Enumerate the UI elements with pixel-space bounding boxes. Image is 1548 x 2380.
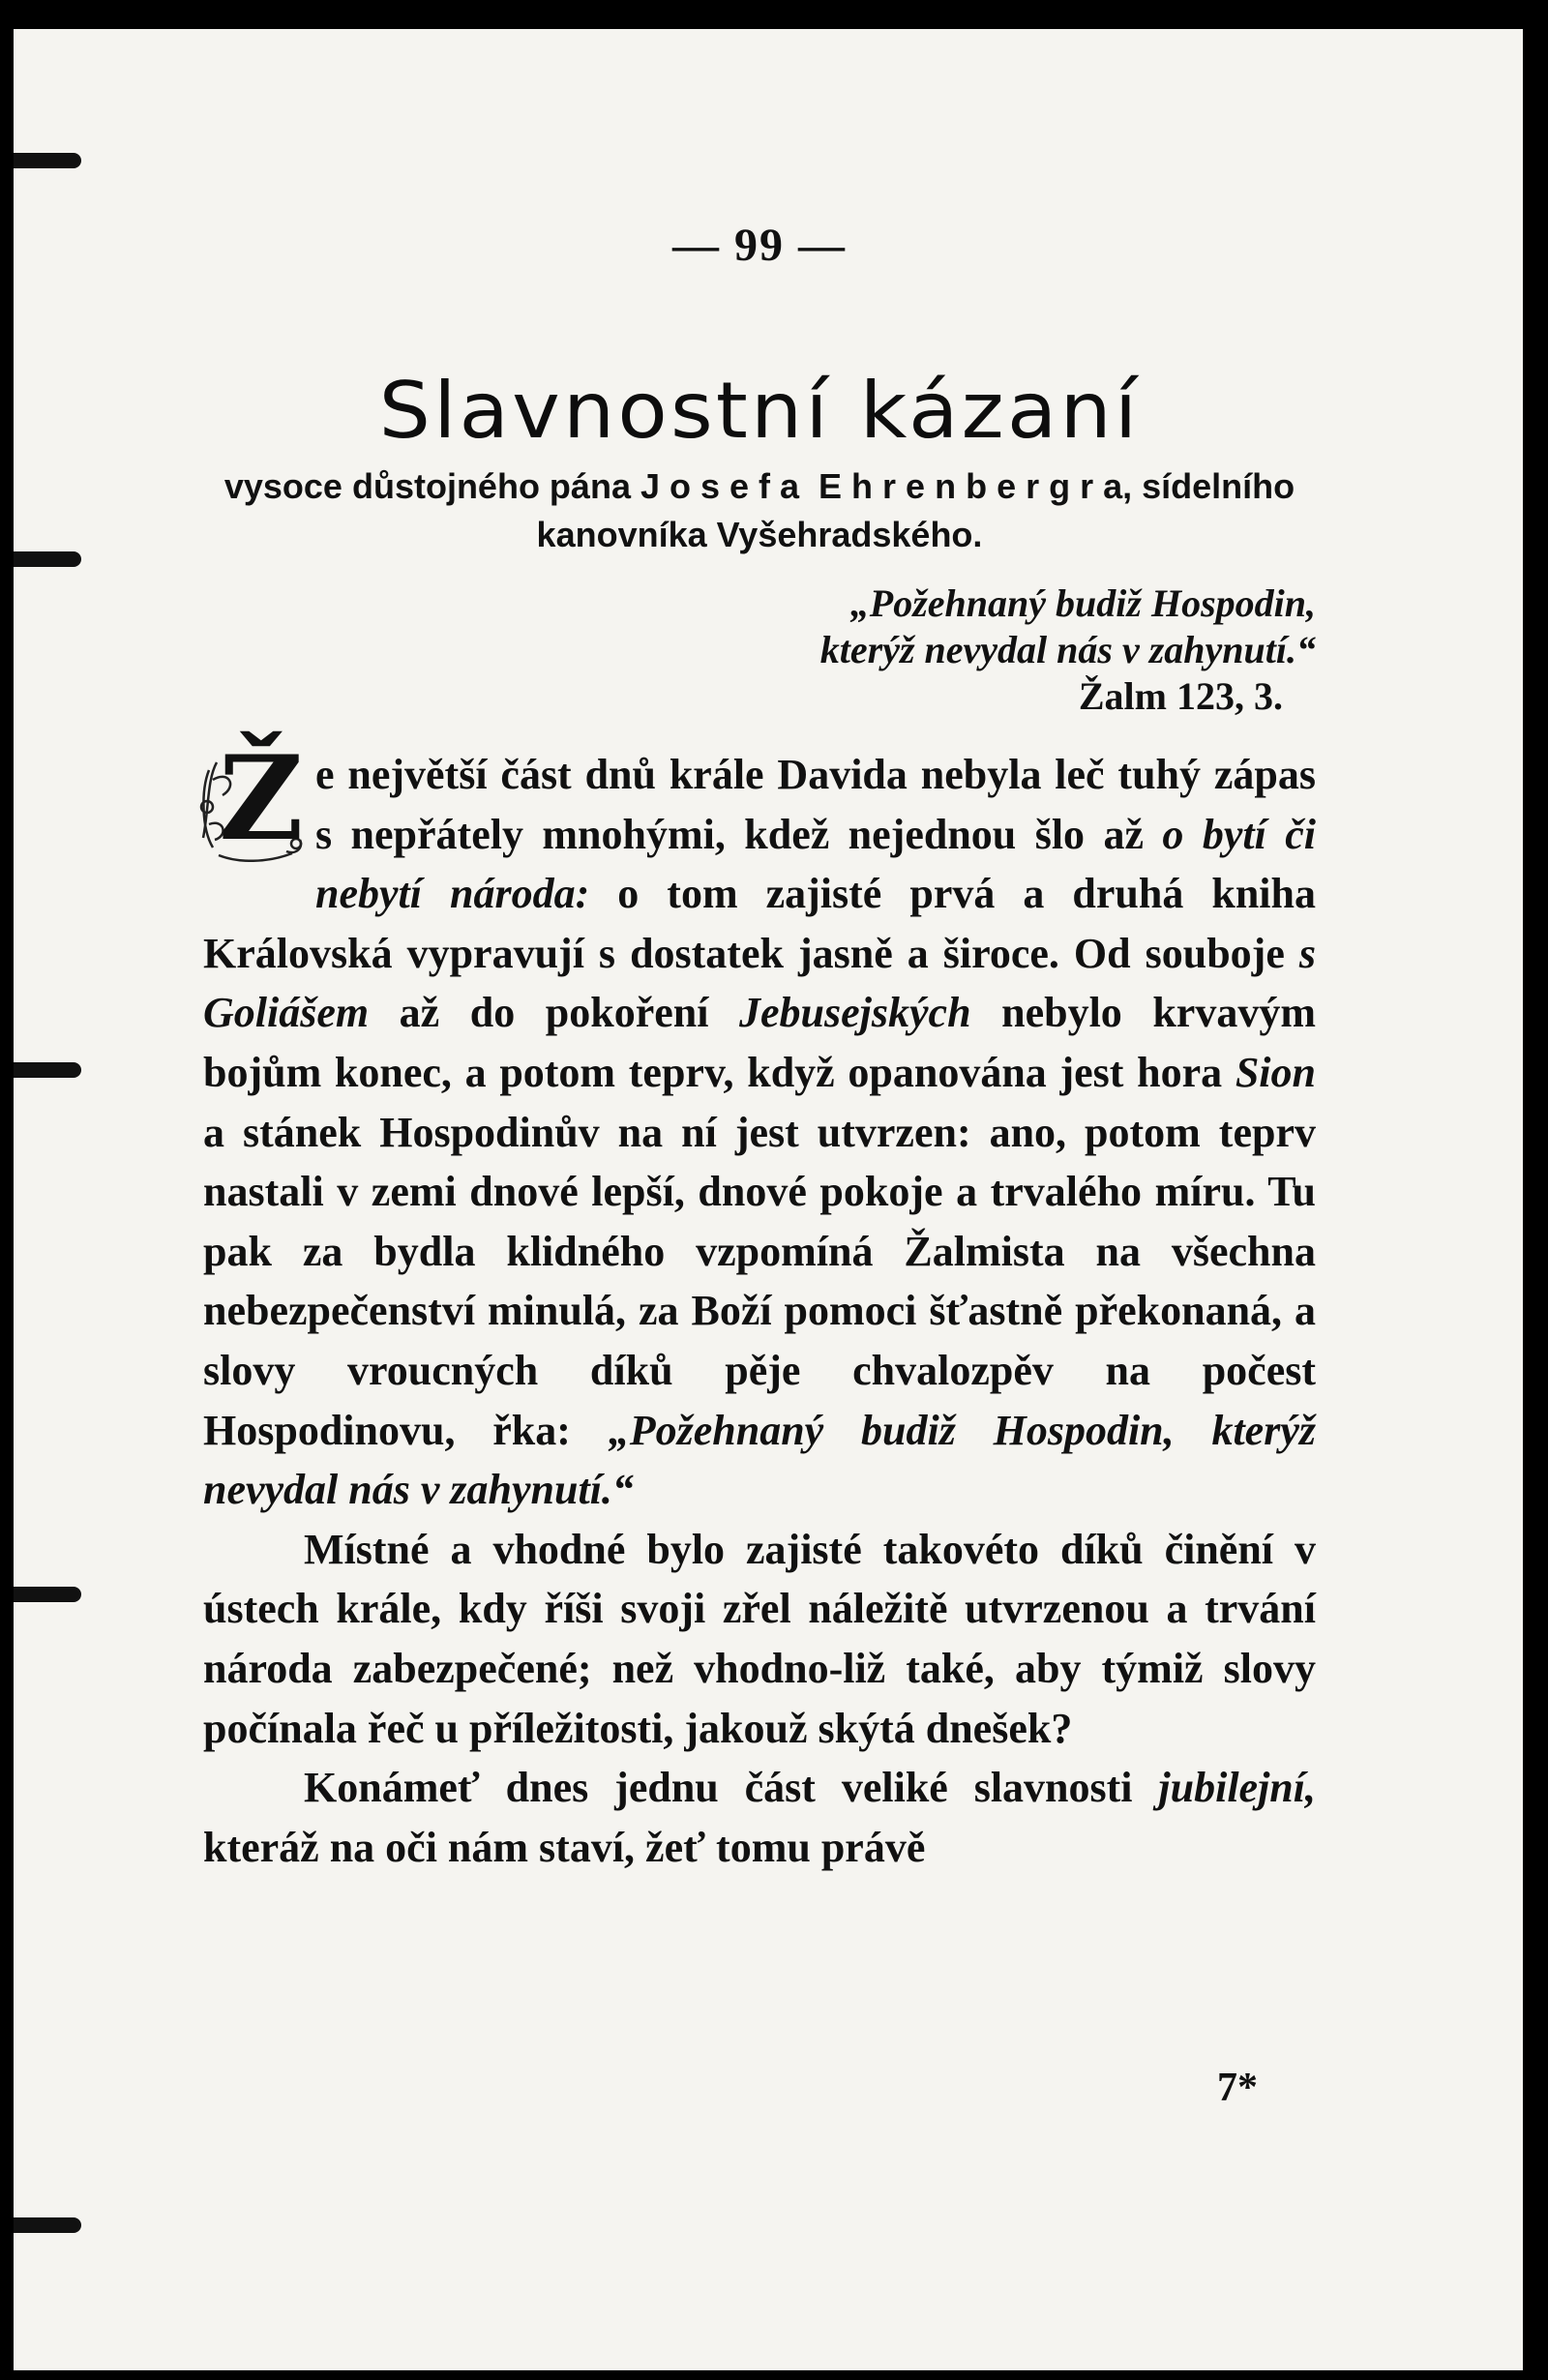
- italic-run: Jebusejských: [739, 989, 971, 1037]
- ornamental-initial-icon: [199, 730, 308, 867]
- sermon-subtitle: [203, 462, 1316, 559]
- italic-run: s Goliášem: [203, 929, 1316, 1037]
- sermon-body: [203, 730, 1316, 1877]
- page-number: — 99 —: [672, 220, 847, 271]
- italic-run: „Požehnaný budiž Hospodin, kterýž nevydal nás v zahynutí.“: [203, 1406, 1316, 1514]
- epigraph: [639, 580, 1316, 720]
- italic-run: Sion: [1235, 1048, 1316, 1096]
- initial-letter: Ž: [219, 730, 304, 867]
- text-run: a stánek Hospodinův na ní jest utvrzen: ano, potom teprv nastali v zemi dnové lepší, dnové pokoje a trvalého míru. Tu pak za bydla klidného vzpomíná Žalmista na všechna nebezpečenství minulá, za Boží pomoci šťastně překonaná, a slovy vroucných díků pěje chvalozpěv na počest Hospodinovu, řka:: [203, 1108, 1316, 1454]
- text-run: kteráž na oči nám staví, žeť tomu právě: [203, 1823, 926, 1871]
- text-run: o tom zajisté prvá a druhá kniha Královská vypravují s dostatek jasně a široce. Od souboje: [203, 870, 1316, 977]
- subtitle-line-1: vysoce důstojného pána J o s e f a E h r e n b e r g r a, sídelního: [223, 466, 1295, 506]
- text-run: e největší část dnů krále Davida nebyla leč tuhý zápas s nepřátely mnohými, kdež nejednou šlo až: [315, 751, 1316, 858]
- binding-stitch: [14, 2217, 81, 2233]
- binding-stitch: [14, 551, 81, 567]
- epigraph-reference: Žalm 123, 3.: [1078, 674, 1283, 718]
- sermon-title: Slavnostní kázaní: [378, 366, 1141, 456]
- book-page: [14, 29, 1523, 2370]
- paragraph-2: Místné a vhodné bylo zajisté takovéto díků činění v ústech krále, kdy říši svoji zřel náležitě utvrzenou a trvání národa zabezpečené; než vhodno-liž také, aby týmiž slovy počínala řeč u příležitosti, jakouž skýtá dnešek?: [203, 1525, 1316, 1752]
- epigraph-line-1: „Požehnaný budiž Hospodin,: [849, 581, 1316, 625]
- paragraph-3: [203, 1758, 1316, 1877]
- binding-stitch: [14, 153, 81, 168]
- text-run: Konámeť dnes jednu část veliké slavnosti: [304, 1764, 1159, 1812]
- paragraph-1: [203, 730, 1316, 1520]
- italic-run: jubilejní,: [1158, 1764, 1316, 1812]
- italic-run: o bytí či nebytí národa:: [315, 810, 1316, 918]
- signature-mark: 7*: [1217, 2066, 1258, 2110]
- binding-stitch: [14, 1587, 81, 1602]
- subtitle-line-2: kanovníka Vyšehradského.: [536, 515, 983, 554]
- text-run: až do pokoření: [369, 989, 740, 1037]
- epigraph-line-2: kterýž nevydal nás v zahynutí.“: [819, 628, 1316, 671]
- binding-stitch: [14, 1062, 81, 1078]
- text-run: nebylo krvavým bojům konec, a potom teprv, když opanována jest hora: [203, 989, 1316, 1096]
